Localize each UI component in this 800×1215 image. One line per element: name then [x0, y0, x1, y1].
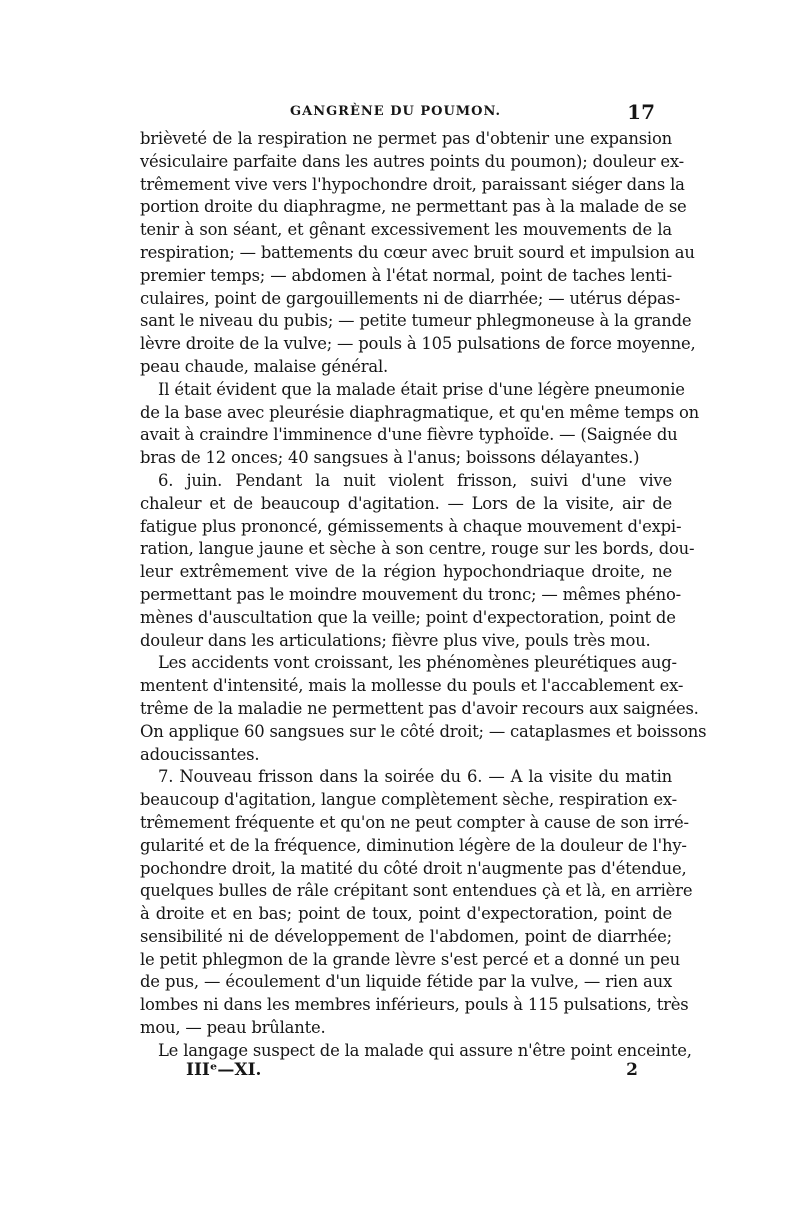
text-line: le petit phlegmon de la grande lèvre s'est percé et a donné un peu	[140, 949, 680, 969]
text-line: à droite et en bas; point de toux, point d'expectoration, point de	[140, 904, 672, 924]
text-line: 6. juin. Pendant la nuit violent frisson, suivi d'une vive	[158, 470, 672, 490]
text-line: adoucissantes.	[140, 744, 260, 764]
text-line: lèvre droite de la vulve; — pouls à 105 pulsations de force moyenne,	[140, 334, 696, 354]
text-line: Le langage suspect de la malade qui assure n'être point enceinte,	[158, 1040, 692, 1060]
text-line: portion droite du diaphragme, ne permettant pas à la malade de se	[140, 197, 687, 217]
text-line: vésiculaire parfaite dans les autres points du poumon); douleur ex-	[140, 151, 684, 171]
text-line: quelques bulles de râle crépitant sont entendues çà et là, en arrière	[140, 881, 693, 901]
text-line: permettant pas le moindre mouvement du tronc; — mêmes phéno-	[140, 584, 682, 604]
text-line: gularité et de la fréquence, diminution légère de la douleur de l'hy-	[140, 835, 687, 855]
text-line: trême de la maladie ne permettent pas d'avoir recours aux saignées.	[140, 698, 699, 718]
text-line: de pus, — écoulement d'un liquide fétide par la vulve, — rien aux	[140, 972, 672, 992]
text-line: tenir à son séant, et gênant excessivement les mouvements de la	[140, 220, 672, 240]
text-line: trêmement vive vers l'hypochondre droit, paraissant siéger dans la	[140, 174, 685, 194]
text-line: Il était évident que la malade était prise d'une légère pneumonie	[158, 379, 685, 399]
text-line: fatigue plus prononcé, gémissements à chaque mouvement d'expi-	[140, 516, 682, 536]
signature-mark: IIIᵉ—XI.	[186, 1060, 262, 1080]
text-line: pochondre droit, la matité du côté droit n'augmente pas d'étendue,	[140, 858, 687, 878]
text-line: avait à craindre l'imminence d'une fièvre typhoïde. — (Saignée du	[140, 425, 678, 445]
text-line: de la base avec pleurésie diaphragmatique, et qu'en même temps on	[140, 402, 699, 422]
text-line: douleur dans les articulations; fièvre plus vive, pouls très mou.	[140, 630, 651, 650]
text-line: peau chaude, malaise général.	[140, 356, 389, 376]
text-line: Les accidents vont croissant, les phénomènes pleurétiques aug-	[158, 653, 677, 673]
sheet-number: 2	[626, 1060, 638, 1080]
text-line: chaleur et de beaucoup d'agitation. — Lors de la visite, air de	[140, 493, 672, 513]
text-line: 7. Nouveau frisson dans la soirée du 6. — A la visite du matin	[158, 767, 672, 787]
text-line: lombes ni dans les membres inférieurs, pouls à 115 pulsations, très	[140, 995, 689, 1015]
text-line: sant le niveau du pubis; — petite tumeur phlegmoneuse à la grande	[140, 311, 692, 331]
text-line: culaires, point de gargouillements ni de diarrhée; — utérus dépas-	[140, 288, 681, 308]
page-header	[140, 100, 655, 126]
text-line: mentent d'intensité, mais la mollesse du pouls et l'accablement ex-	[140, 676, 684, 696]
text-line: sensibilité ni de développement de l'abdomen, point de diarrhée;	[140, 926, 672, 946]
text-line: beaucoup d'agitation, langue complètement sèche, respiration ex-	[140, 790, 677, 810]
page-number: 17	[627, 100, 655, 124]
running-title: GANGRÈNE DU POUMON.	[290, 104, 502, 119]
text-line: premier temps; — abdomen à l'état normal, point de taches lenti-	[140, 265, 672, 285]
text-line: mou, — peau brûlante.	[140, 1018, 326, 1038]
text-line: respiration; — battements du cœur avec bruit sourd et impulsion au	[140, 242, 695, 262]
text-line: brièveté de la respiration ne permet pas d'obtenir une expansion	[140, 129, 672, 148]
text-line: leur extrêmement vive de la région hypochondriaque droite, ne	[140, 562, 672, 582]
text-line: ration, langue jaune et sèche à son centre, rouge sur les bords, dou-	[140, 539, 695, 559]
page-footer	[160, 1060, 650, 1086]
text-line: On applique 60 sangsues sur le côté droit; — cataplasmes et boissons	[140, 721, 707, 741]
text-line: trêmement fréquente et qu'on ne peut compter à cause de son irré-	[140, 812, 689, 832]
body-text	[140, 128, 707, 1063]
text-line: bras de 12 onces; 40 sangsues à l'anus; boissons délayantes.)	[140, 448, 640, 468]
text-line: mènes d'auscultation que la veille; point d'expectoration, point de	[140, 607, 676, 627]
